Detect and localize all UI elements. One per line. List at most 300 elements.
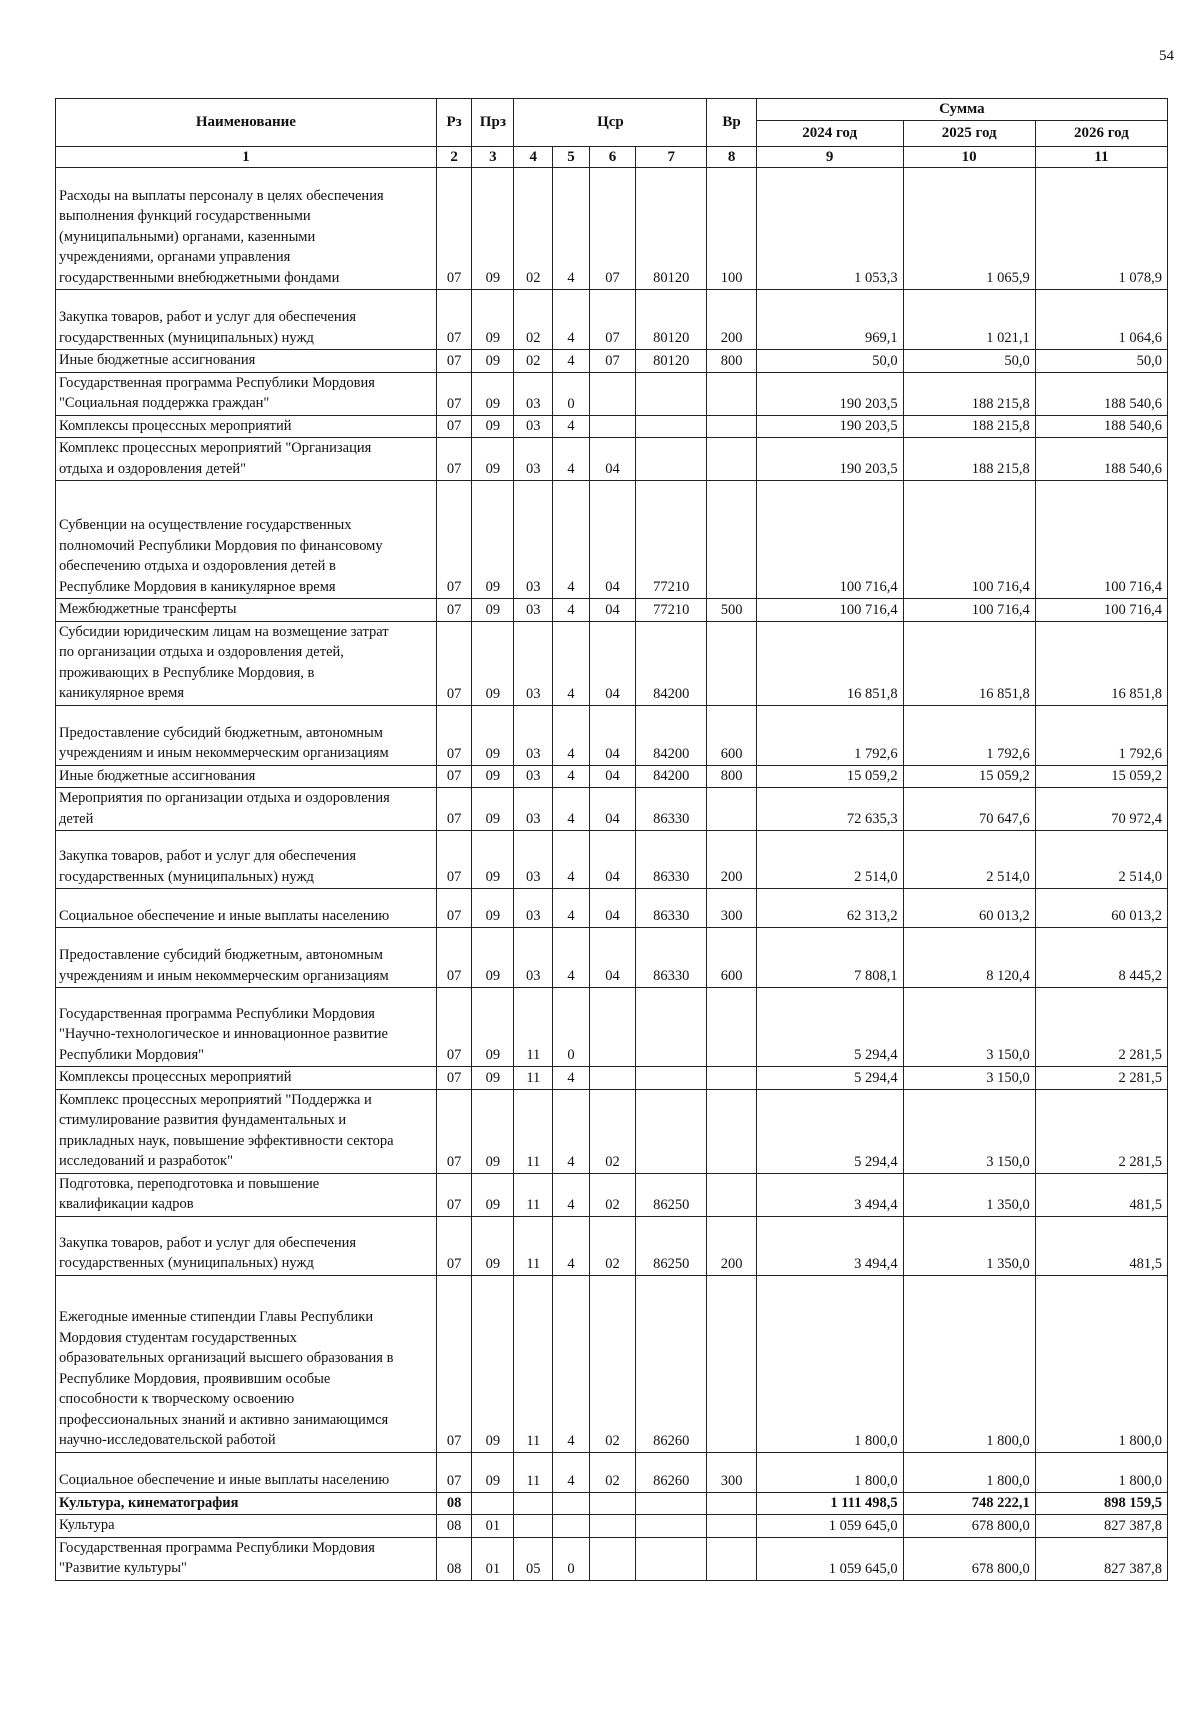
row-csr-program: 03 (514, 372, 553, 415)
row-vr (707, 1173, 756, 1216)
row-rz: 07 (436, 1216, 472, 1275)
row-csr-program: 02 (514, 350, 553, 373)
row-rz: 07 (436, 705, 472, 765)
row-sum-2026: 16 851,8 (1035, 621, 1167, 705)
row-prz: 09 (472, 438, 514, 481)
row-sum-2025: 748 222,1 (903, 1492, 1035, 1515)
row-name: Комплексы процессных мероприятий (56, 1067, 437, 1090)
row-sum-2026: 50,0 (1035, 350, 1167, 373)
row-prz: 09 (472, 788, 514, 831)
row-sum-2024: 5 294,4 (756, 1089, 903, 1173)
row-vr (707, 438, 756, 481)
row-sum-2024: 190 203,5 (756, 372, 903, 415)
row-sum-2025: 60 013,2 (903, 889, 1035, 928)
row-csr-program: 02 (514, 290, 553, 350)
row-name: Предоставление субсидий бюджетным, автономным учреждениям и иным некоммерческим организациям (56, 928, 437, 988)
row-csr-direction: 77210 (636, 599, 707, 622)
row-csr-complex: 04 (589, 831, 635, 889)
table-row (56, 928, 1168, 988)
row-csr-complex: 02 (589, 1216, 635, 1275)
row-csr-type: 4 (553, 1173, 590, 1216)
row-csr-type: 4 (553, 705, 590, 765)
row-rz: 07 (436, 928, 472, 988)
row-sum-2025: 50,0 (903, 350, 1035, 373)
row-csr-direction: 86260 (636, 1452, 707, 1492)
row-csr-type: 4 (553, 599, 590, 622)
row-csr-complex: 02 (589, 1089, 635, 1173)
row-csr-program: 03 (514, 621, 553, 705)
row-csr-direction: 80120 (636, 350, 707, 373)
row-name: Мероприятия по организации отдыха и оздоровления детей (56, 788, 437, 831)
row-vr (707, 1275, 756, 1452)
table-row (56, 1452, 1168, 1492)
row-vr: 800 (707, 350, 756, 373)
row-sum-2024: 2 514,0 (756, 831, 903, 889)
row-csr-direction (636, 1067, 707, 1090)
row-csr-type: 4 (553, 415, 590, 438)
row-name: Социальное обеспечение и иные выплаты населению (56, 1452, 437, 1492)
row-sum-2025: 70 647,6 (903, 788, 1035, 831)
row-sum-2025: 1 350,0 (903, 1216, 1035, 1275)
row-csr-direction: 86250 (636, 1216, 707, 1275)
header-year-2024: 2024 год (756, 121, 903, 147)
row-prz: 09 (472, 168, 514, 290)
row-name: Культура (56, 1515, 437, 1538)
row-sum-2025: 16 851,8 (903, 621, 1035, 705)
header-sum: Сумма (756, 99, 1167, 121)
row-csr-program: 11 (514, 1067, 553, 1090)
row-rz: 07 (436, 350, 472, 373)
row-sum-2025: 3 150,0 (903, 988, 1035, 1067)
row-sum-2026: 827 387,8 (1035, 1515, 1167, 1538)
row-sum-2026: 2 281,5 (1035, 1089, 1167, 1173)
table-row (56, 599, 1168, 622)
row-vr: 200 (707, 290, 756, 350)
row-csr-direction (636, 988, 707, 1067)
row-vr: 300 (707, 889, 756, 928)
table-row (56, 1067, 1168, 1090)
row-csr-program: 11 (514, 1452, 553, 1492)
row-csr-direction (636, 1089, 707, 1173)
row-sum-2026: 2 281,5 (1035, 988, 1167, 1067)
row-vr: 500 (707, 599, 756, 622)
row-sum-2024: 7 808,1 (756, 928, 903, 988)
row-vr: 800 (707, 765, 756, 788)
row-name: Закупка товаров, работ и услуг для обеспечения государственных (муниципальных) нужд (56, 831, 437, 889)
row-prz: 09 (472, 1275, 514, 1452)
row-csr-complex: 04 (589, 438, 635, 481)
table-row (56, 788, 1168, 831)
row-name: Ежегодные именные стипендии Главы Республики Мордовия студентам государственных образовательных организаций высшего образования в Республике Мордовия, проявившим особые способности к творческому освоению профессиональных знаний и активно занимающимся научно-исследовательской работой (56, 1275, 437, 1452)
row-sum-2026: 70 972,4 (1035, 788, 1167, 831)
row-name: Закупка товаров, работ и услуг для обеспечения государственных (муниципальных) нужд (56, 1216, 437, 1275)
row-prz: 09 (472, 1173, 514, 1216)
row-csr-program (514, 1492, 553, 1515)
row-rz: 07 (436, 438, 472, 481)
row-sum-2025: 1 800,0 (903, 1452, 1035, 1492)
row-rz: 07 (436, 1452, 472, 1492)
row-prz: 09 (472, 621, 514, 705)
row-prz: 09 (472, 765, 514, 788)
row-csr-type: 4 (553, 1216, 590, 1275)
row-name: Субвенции на осуществление государственных полномочий Республики Мордовия по финансовому обеспечению отдыха и оздоровления детей в Республике Мордовия в каникулярное время (56, 481, 437, 599)
row-sum-2024: 15 059,2 (756, 765, 903, 788)
row-prz (472, 1492, 514, 1515)
row-rz: 07 (436, 1275, 472, 1452)
row-csr-direction (636, 1492, 707, 1515)
row-csr-program: 03 (514, 705, 553, 765)
row-sum-2026: 188 540,6 (1035, 438, 1167, 481)
row-sum-2025: 100 716,4 (903, 481, 1035, 599)
row-sum-2024: 1 800,0 (756, 1275, 903, 1452)
row-sum-2026: 1 078,9 (1035, 168, 1167, 290)
row-csr-direction: 86330 (636, 788, 707, 831)
row-name: Иные бюджетные ассигнования (56, 765, 437, 788)
table-row (56, 350, 1168, 373)
row-csr-type: 0 (553, 1537, 590, 1580)
row-name: Государственная программа Республики Мордовия "Социальная поддержка граждан" (56, 372, 437, 415)
row-rz: 08 (436, 1537, 472, 1580)
row-csr-complex (589, 1492, 635, 1515)
row-vr: 200 (707, 831, 756, 889)
header-prz: Прз (472, 99, 514, 147)
table-row (56, 705, 1168, 765)
row-csr-direction: 77210 (636, 481, 707, 599)
row-sum-2026: 188 540,6 (1035, 415, 1167, 438)
row-csr-type: 4 (553, 765, 590, 788)
table-row (56, 1275, 1168, 1452)
row-vr: 300 (707, 1452, 756, 1492)
row-csr-direction: 86330 (636, 831, 707, 889)
row-csr-direction (636, 1537, 707, 1580)
row-csr-complex: 02 (589, 1452, 635, 1492)
table-row (56, 765, 1168, 788)
row-name: Закупка товаров, работ и услуг для обеспечения государственных (муниципальных) нужд (56, 290, 437, 350)
row-sum-2026: 481,5 (1035, 1173, 1167, 1216)
row-prz: 09 (472, 415, 514, 438)
row-prz: 09 (472, 481, 514, 599)
row-csr-type: 4 (553, 1067, 590, 1090)
row-csr-complex (589, 1537, 635, 1580)
row-sum-2024: 190 203,5 (756, 438, 903, 481)
row-prz: 09 (472, 599, 514, 622)
row-sum-2026: 1 800,0 (1035, 1452, 1167, 1492)
row-csr-type: 4 (553, 831, 590, 889)
row-name: Расходы на выплаты персоналу в целях обеспечения выполнения функций государственными (муниципальными) органами, казенными учреждениями, органами управления государственными внебюджетными фондами (56, 168, 437, 290)
row-prz: 09 (472, 350, 514, 373)
row-sum-2024: 100 716,4 (756, 599, 903, 622)
row-csr-program: 03 (514, 788, 553, 831)
row-csr-direction: 84200 (636, 705, 707, 765)
row-vr (707, 621, 756, 705)
row-csr-program: 11 (514, 1275, 553, 1452)
row-sum-2025: 1 792,6 (903, 705, 1035, 765)
row-rz: 07 (436, 168, 472, 290)
col-number: 3 (472, 147, 514, 168)
row-name: Культура, кинематография (56, 1492, 437, 1515)
row-prz: 09 (472, 1216, 514, 1275)
table-row (56, 621, 1168, 705)
row-csr-program (514, 1515, 553, 1538)
col-number: 7 (636, 147, 707, 168)
row-csr-complex: 04 (589, 889, 635, 928)
row-sum-2026: 2 514,0 (1035, 831, 1167, 889)
row-name: Межбюджетные трансферты (56, 599, 437, 622)
col-number: 11 (1035, 147, 1167, 168)
col-number: 10 (903, 147, 1035, 168)
row-sum-2025: 188 215,8 (903, 372, 1035, 415)
row-csr-type (553, 1492, 590, 1515)
row-csr-direction: 84200 (636, 621, 707, 705)
row-sum-2024: 3 494,4 (756, 1216, 903, 1275)
table-body (56, 168, 1168, 1581)
row-sum-2025: 1 350,0 (903, 1173, 1035, 1216)
row-sum-2024: 100 716,4 (756, 481, 903, 599)
table-row (56, 415, 1168, 438)
row-csr-type: 4 (553, 889, 590, 928)
row-csr-program: 11 (514, 988, 553, 1067)
row-csr-complex: 02 (589, 1275, 635, 1452)
row-vr: 100 (707, 168, 756, 290)
row-csr-program: 03 (514, 928, 553, 988)
row-csr-type: 4 (553, 290, 590, 350)
row-csr-direction (636, 372, 707, 415)
row-csr-type: 4 (553, 621, 590, 705)
row-sum-2024: 1 059 645,0 (756, 1515, 903, 1538)
row-sum-2024: 5 294,4 (756, 988, 903, 1067)
row-sum-2026: 827 387,8 (1035, 1537, 1167, 1580)
row-csr-complex: 07 (589, 168, 635, 290)
row-csr-type: 4 (553, 168, 590, 290)
row-csr-program: 03 (514, 831, 553, 889)
table-row (56, 168, 1168, 290)
row-name: Иные бюджетные ассигнования (56, 350, 437, 373)
col-number: 8 (707, 147, 756, 168)
row-rz: 07 (436, 988, 472, 1067)
row-sum-2025: 100 716,4 (903, 599, 1035, 622)
header-name: Наименование (56, 99, 437, 147)
row-sum-2024: 3 494,4 (756, 1173, 903, 1216)
row-rz: 07 (436, 1089, 472, 1173)
row-prz: 09 (472, 889, 514, 928)
col-number: 1 (56, 147, 437, 168)
row-sum-2025: 1 021,1 (903, 290, 1035, 350)
row-name: Подготовка, переподготовка и повышение квалификации кадров (56, 1173, 437, 1216)
row-csr-type: 4 (553, 350, 590, 373)
row-csr-type: 4 (553, 1275, 590, 1452)
row-csr-direction: 86330 (636, 889, 707, 928)
row-csr-program: 11 (514, 1216, 553, 1275)
row-csr-program: 03 (514, 438, 553, 481)
row-rz: 07 (436, 765, 472, 788)
row-csr-complex: 04 (589, 928, 635, 988)
table-row (56, 481, 1168, 599)
row-sum-2026: 100 716,4 (1035, 481, 1167, 599)
row-csr-type: 4 (553, 481, 590, 599)
row-csr-program: 03 (514, 889, 553, 928)
row-sum-2026: 1 064,6 (1035, 290, 1167, 350)
row-csr-program: 05 (514, 1537, 553, 1580)
row-sum-2025: 1 800,0 (903, 1275, 1035, 1452)
row-csr-program: 03 (514, 599, 553, 622)
row-sum-2024: 1 059 645,0 (756, 1537, 903, 1580)
row-csr-type: 4 (553, 1452, 590, 1492)
table-row (56, 1089, 1168, 1173)
row-csr-type: 4 (553, 438, 590, 481)
row-vr (707, 1067, 756, 1090)
row-csr-direction: 84200 (636, 765, 707, 788)
row-sum-2025: 1 065,9 (903, 168, 1035, 290)
budget-table (55, 98, 1168, 1581)
row-vr (707, 1515, 756, 1538)
row-rz: 08 (436, 1515, 472, 1538)
row-prz: 01 (472, 1515, 514, 1538)
row-sum-2025: 3 150,0 (903, 1067, 1035, 1090)
row-csr-direction (636, 415, 707, 438)
row-sum-2026: 1 800,0 (1035, 1275, 1167, 1452)
row-csr-type: 4 (553, 1089, 590, 1173)
row-csr-type: 4 (553, 788, 590, 831)
row-csr-program: 11 (514, 1089, 553, 1173)
row-csr-direction: 86250 (636, 1173, 707, 1216)
row-vr: 200 (707, 1216, 756, 1275)
row-vr (707, 1089, 756, 1173)
table-row (56, 372, 1168, 415)
row-csr-direction: 80120 (636, 290, 707, 350)
row-csr-complex: 04 (589, 788, 635, 831)
row-csr-complex (589, 1515, 635, 1538)
row-rz: 07 (436, 481, 472, 599)
row-csr-program: 11 (514, 1173, 553, 1216)
row-sum-2026: 15 059,2 (1035, 765, 1167, 788)
row-csr-complex: 07 (589, 290, 635, 350)
row-sum-2025: 188 215,8 (903, 415, 1035, 438)
row-sum-2025: 188 215,8 (903, 438, 1035, 481)
table-row (56, 1173, 1168, 1216)
row-csr-complex (589, 372, 635, 415)
row-sum-2025: 2 514,0 (903, 831, 1035, 889)
row-rz: 07 (436, 372, 472, 415)
row-prz: 09 (472, 705, 514, 765)
row-csr-complex (589, 415, 635, 438)
col-number: 5 (553, 147, 590, 168)
row-name: Социальное обеспечение и иные выплаты населению (56, 889, 437, 928)
row-rz: 07 (436, 831, 472, 889)
row-csr-program: 02 (514, 168, 553, 290)
table-row (56, 1537, 1168, 1580)
header-year-2025: 2025 год (903, 121, 1035, 147)
row-sum-2024: 969,1 (756, 290, 903, 350)
row-csr-complex: 04 (589, 621, 635, 705)
row-prz: 09 (472, 372, 514, 415)
row-csr-complex: 04 (589, 599, 635, 622)
row-sum-2024: 1 800,0 (756, 1452, 903, 1492)
row-csr-type (553, 1515, 590, 1538)
row-vr: 600 (707, 928, 756, 988)
row-sum-2025: 3 150,0 (903, 1089, 1035, 1173)
row-prz: 09 (472, 928, 514, 988)
row-sum-2024: 62 313,2 (756, 889, 903, 928)
row-sum-2025: 678 800,0 (903, 1515, 1035, 1538)
col-number: 9 (756, 147, 903, 168)
row-sum-2024: 1 111 498,5 (756, 1492, 903, 1515)
page-number: 54 (1159, 48, 1174, 64)
row-name: Предоставление субсидий бюджетным, автономным учреждениям и иным некоммерческим организациям (56, 705, 437, 765)
col-number: 6 (589, 147, 635, 168)
header-rz: Рз (436, 99, 472, 147)
row-csr-program: 03 (514, 765, 553, 788)
row-vr (707, 372, 756, 415)
row-prz: 09 (472, 1452, 514, 1492)
row-sum-2026: 898 159,5 (1035, 1492, 1167, 1515)
row-rz: 07 (436, 889, 472, 928)
row-sum-2026: 188 540,6 (1035, 372, 1167, 415)
header-vr: Вр (707, 99, 756, 147)
row-name: Субсидии юридическим лицам на возмещение затрат по организации отдыха и оздоровления детей, проживающих в Республике Мордовия, в каникулярное время (56, 621, 437, 705)
row-sum-2026: 8 445,2 (1035, 928, 1167, 988)
row-vr (707, 481, 756, 599)
row-sum-2024: 5 294,4 (756, 1067, 903, 1090)
row-csr-program: 03 (514, 481, 553, 599)
row-sum-2024: 16 851,8 (756, 621, 903, 705)
row-prz: 01 (472, 1537, 514, 1580)
row-vr: 600 (707, 705, 756, 765)
row-vr (707, 988, 756, 1067)
col-number: 4 (514, 147, 553, 168)
row-vr (707, 415, 756, 438)
table-row (56, 1515, 1168, 1538)
row-sum-2025: 8 120,4 (903, 928, 1035, 988)
row-sum-2025: 15 059,2 (903, 765, 1035, 788)
row-csr-type: 4 (553, 928, 590, 988)
row-csr-complex (589, 1067, 635, 1090)
row-sum-2024: 190 203,5 (756, 415, 903, 438)
row-sum-2026: 2 281,5 (1035, 1067, 1167, 1090)
row-sum-2024: 72 635,3 (756, 788, 903, 831)
row-csr-complex (589, 988, 635, 1067)
row-prz: 09 (472, 1089, 514, 1173)
row-rz: 07 (436, 415, 472, 438)
row-csr-complex: 07 (589, 350, 635, 373)
row-sum-2026: 1 792,6 (1035, 705, 1167, 765)
table-row (56, 438, 1168, 481)
header-year-2026: 2026 год (1035, 121, 1167, 147)
row-csr-complex: 04 (589, 705, 635, 765)
row-rz: 07 (436, 1173, 472, 1216)
row-name: Государственная программа Республики Мордовия "Научно-технологическое и инновационное развитие Республики Мордовия" (56, 988, 437, 1067)
row-sum-2024: 1 792,6 (756, 705, 903, 765)
table-row (56, 1492, 1168, 1515)
row-csr-direction: 80120 (636, 168, 707, 290)
row-rz: 07 (436, 788, 472, 831)
row-vr (707, 788, 756, 831)
row-sum-2024: 1 053,3 (756, 168, 903, 290)
row-prz: 09 (472, 290, 514, 350)
header-csr: Цср (514, 99, 707, 147)
row-csr-direction (636, 438, 707, 481)
row-rz: 07 (436, 290, 472, 350)
row-name: Государственная программа Республики Мордовия "Развитие культуры" (56, 1537, 437, 1580)
row-sum-2026: 60 013,2 (1035, 889, 1167, 928)
col-number: 2 (436, 147, 472, 168)
table-row (56, 889, 1168, 928)
row-rz: 07 (436, 1067, 472, 1090)
row-csr-direction (636, 1515, 707, 1538)
table-row (56, 831, 1168, 889)
row-vr (707, 1537, 756, 1580)
row-csr-type: 0 (553, 372, 590, 415)
row-vr (707, 1492, 756, 1515)
